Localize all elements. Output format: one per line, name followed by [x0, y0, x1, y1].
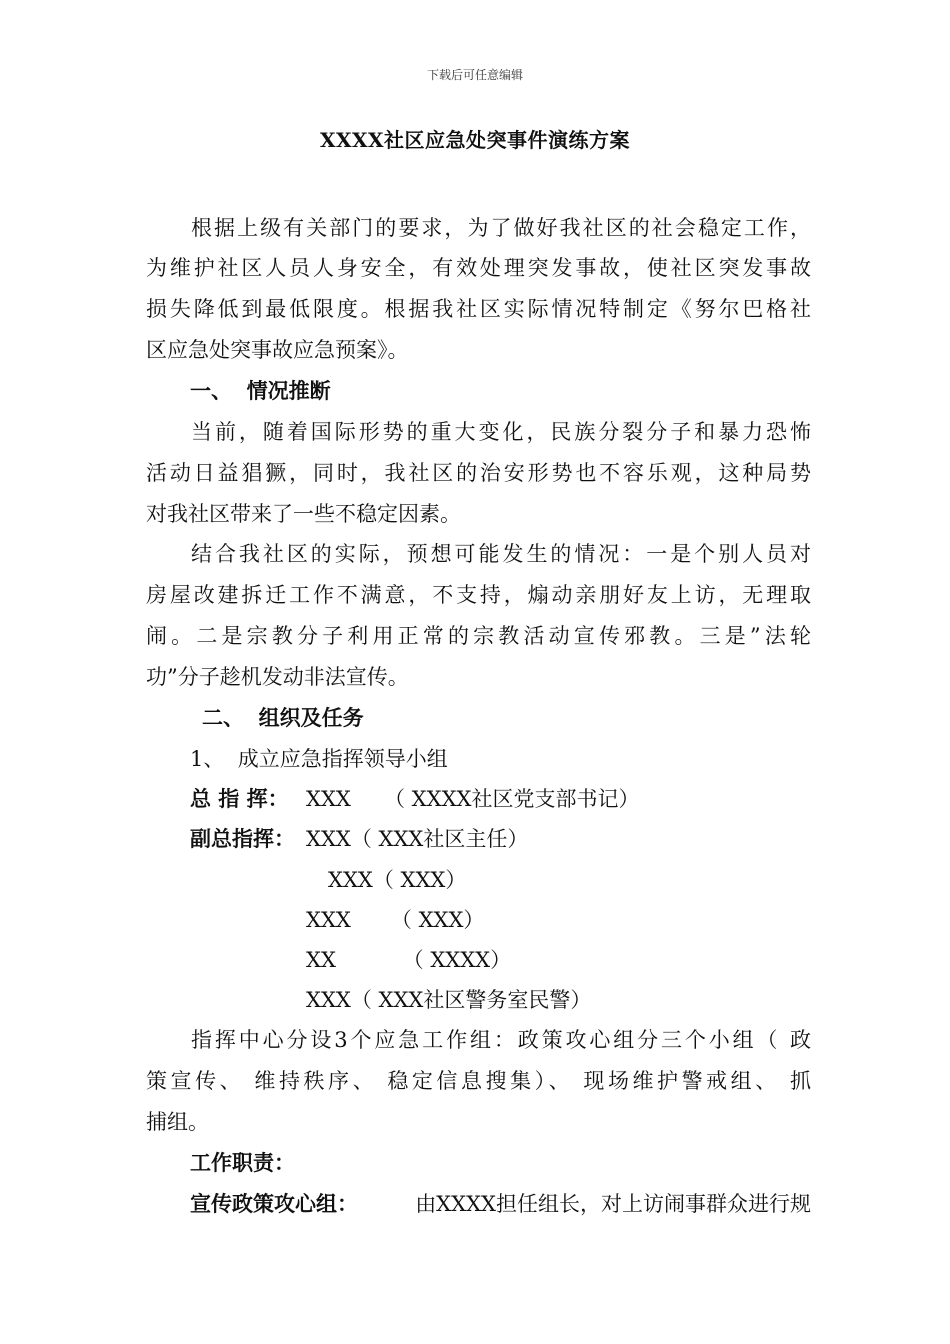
para1-line-1: 根据上级有关部门的要求，为了做好我社区的社会稳定工作， — [191, 216, 811, 240]
para2-line-3: 对我社区带来了一些不稳定因素。 — [146, 502, 461, 526]
para1-line-2: 为维护社区人员人身安全，有效处理突发事故，使社区突发事故 — [146, 256, 811, 280]
page-header-note: 下载后可任意编辑 — [426, 68, 523, 82]
para1-line-3: 损失降低到最低限度。根据我社区实际情况特制定《努尔巴格社 — [146, 297, 811, 321]
commander-label: 总 指 挥： — [190, 786, 289, 811]
deputy-row-3: XXX （ XXX） — [306, 908, 485, 932]
deputy-label: 副总指挥： — [190, 826, 295, 851]
last-line-text: 由XXXX担任组长，对上访闹事群众进行规 — [415, 1192, 811, 1216]
last-line-label: 宣传政策攻心组： — [190, 1191, 358, 1216]
section-heading-1: 一、 情况推断 — [190, 378, 331, 403]
deputy-row-4: XX （ XXXX） — [306, 948, 512, 972]
para3-line-3: 闹。二是宗教分子利用正常的宗教活动宣传邪教。三是”法轮 — [146, 624, 811, 648]
para3-line-1: 结合我社区的实际，预想可能发生的情况：一是个别人员对 — [191, 542, 811, 566]
last-line — [190, 1190, 811, 1218]
para4-line-1: 指挥中心分设3个应急工作组：政策攻心组分三个小组（ 政 — [191, 1028, 811, 1052]
commander-role: （ XXXX社区党支部书记） — [384, 787, 640, 811]
list-item-1: 1、 成立应急指挥领导小组 — [190, 747, 448, 771]
deputy-row-2: XXX（ XXX） — [328, 868, 467, 892]
section-heading-2: 二、 组织及任务 — [202, 705, 364, 730]
para2-line-2: 活动日益猖獗，同时，我社区的治安形势也不容乐观，这种局势 — [146, 461, 811, 485]
para1-line-4: 区应急处突事故应急预案》。 — [146, 338, 409, 362]
para3-line-2: 房屋改建拆迁工作不满意，不支持，煽动亲朋好友上访，无理取 — [146, 583, 811, 607]
para2-line-1: 当前，随着国际形势的重大变化，民族分裂分子和暴力恐怖 — [191, 420, 811, 444]
para4-line-2: 策宣传、 维持秩序、 稳定信息搜集）、 现场维护警戒组、 抓 — [146, 1069, 811, 1093]
duties-heading: 工作职责： — [190, 1150, 295, 1175]
para4-line-3: 捕组。 — [146, 1110, 209, 1134]
deputy-row-1: XXX（ XXX社区主任） — [306, 827, 529, 851]
deputy-row-5: XXX（ XXX社区警务室民警） — [306, 988, 592, 1012]
commander-name: XXX — [306, 787, 351, 811]
para3-line-4: 功”分子趁机发动非法宣传。 — [146, 665, 409, 689]
document-title: XXXX社区应急处突事件演练方案 — [319, 128, 631, 152]
